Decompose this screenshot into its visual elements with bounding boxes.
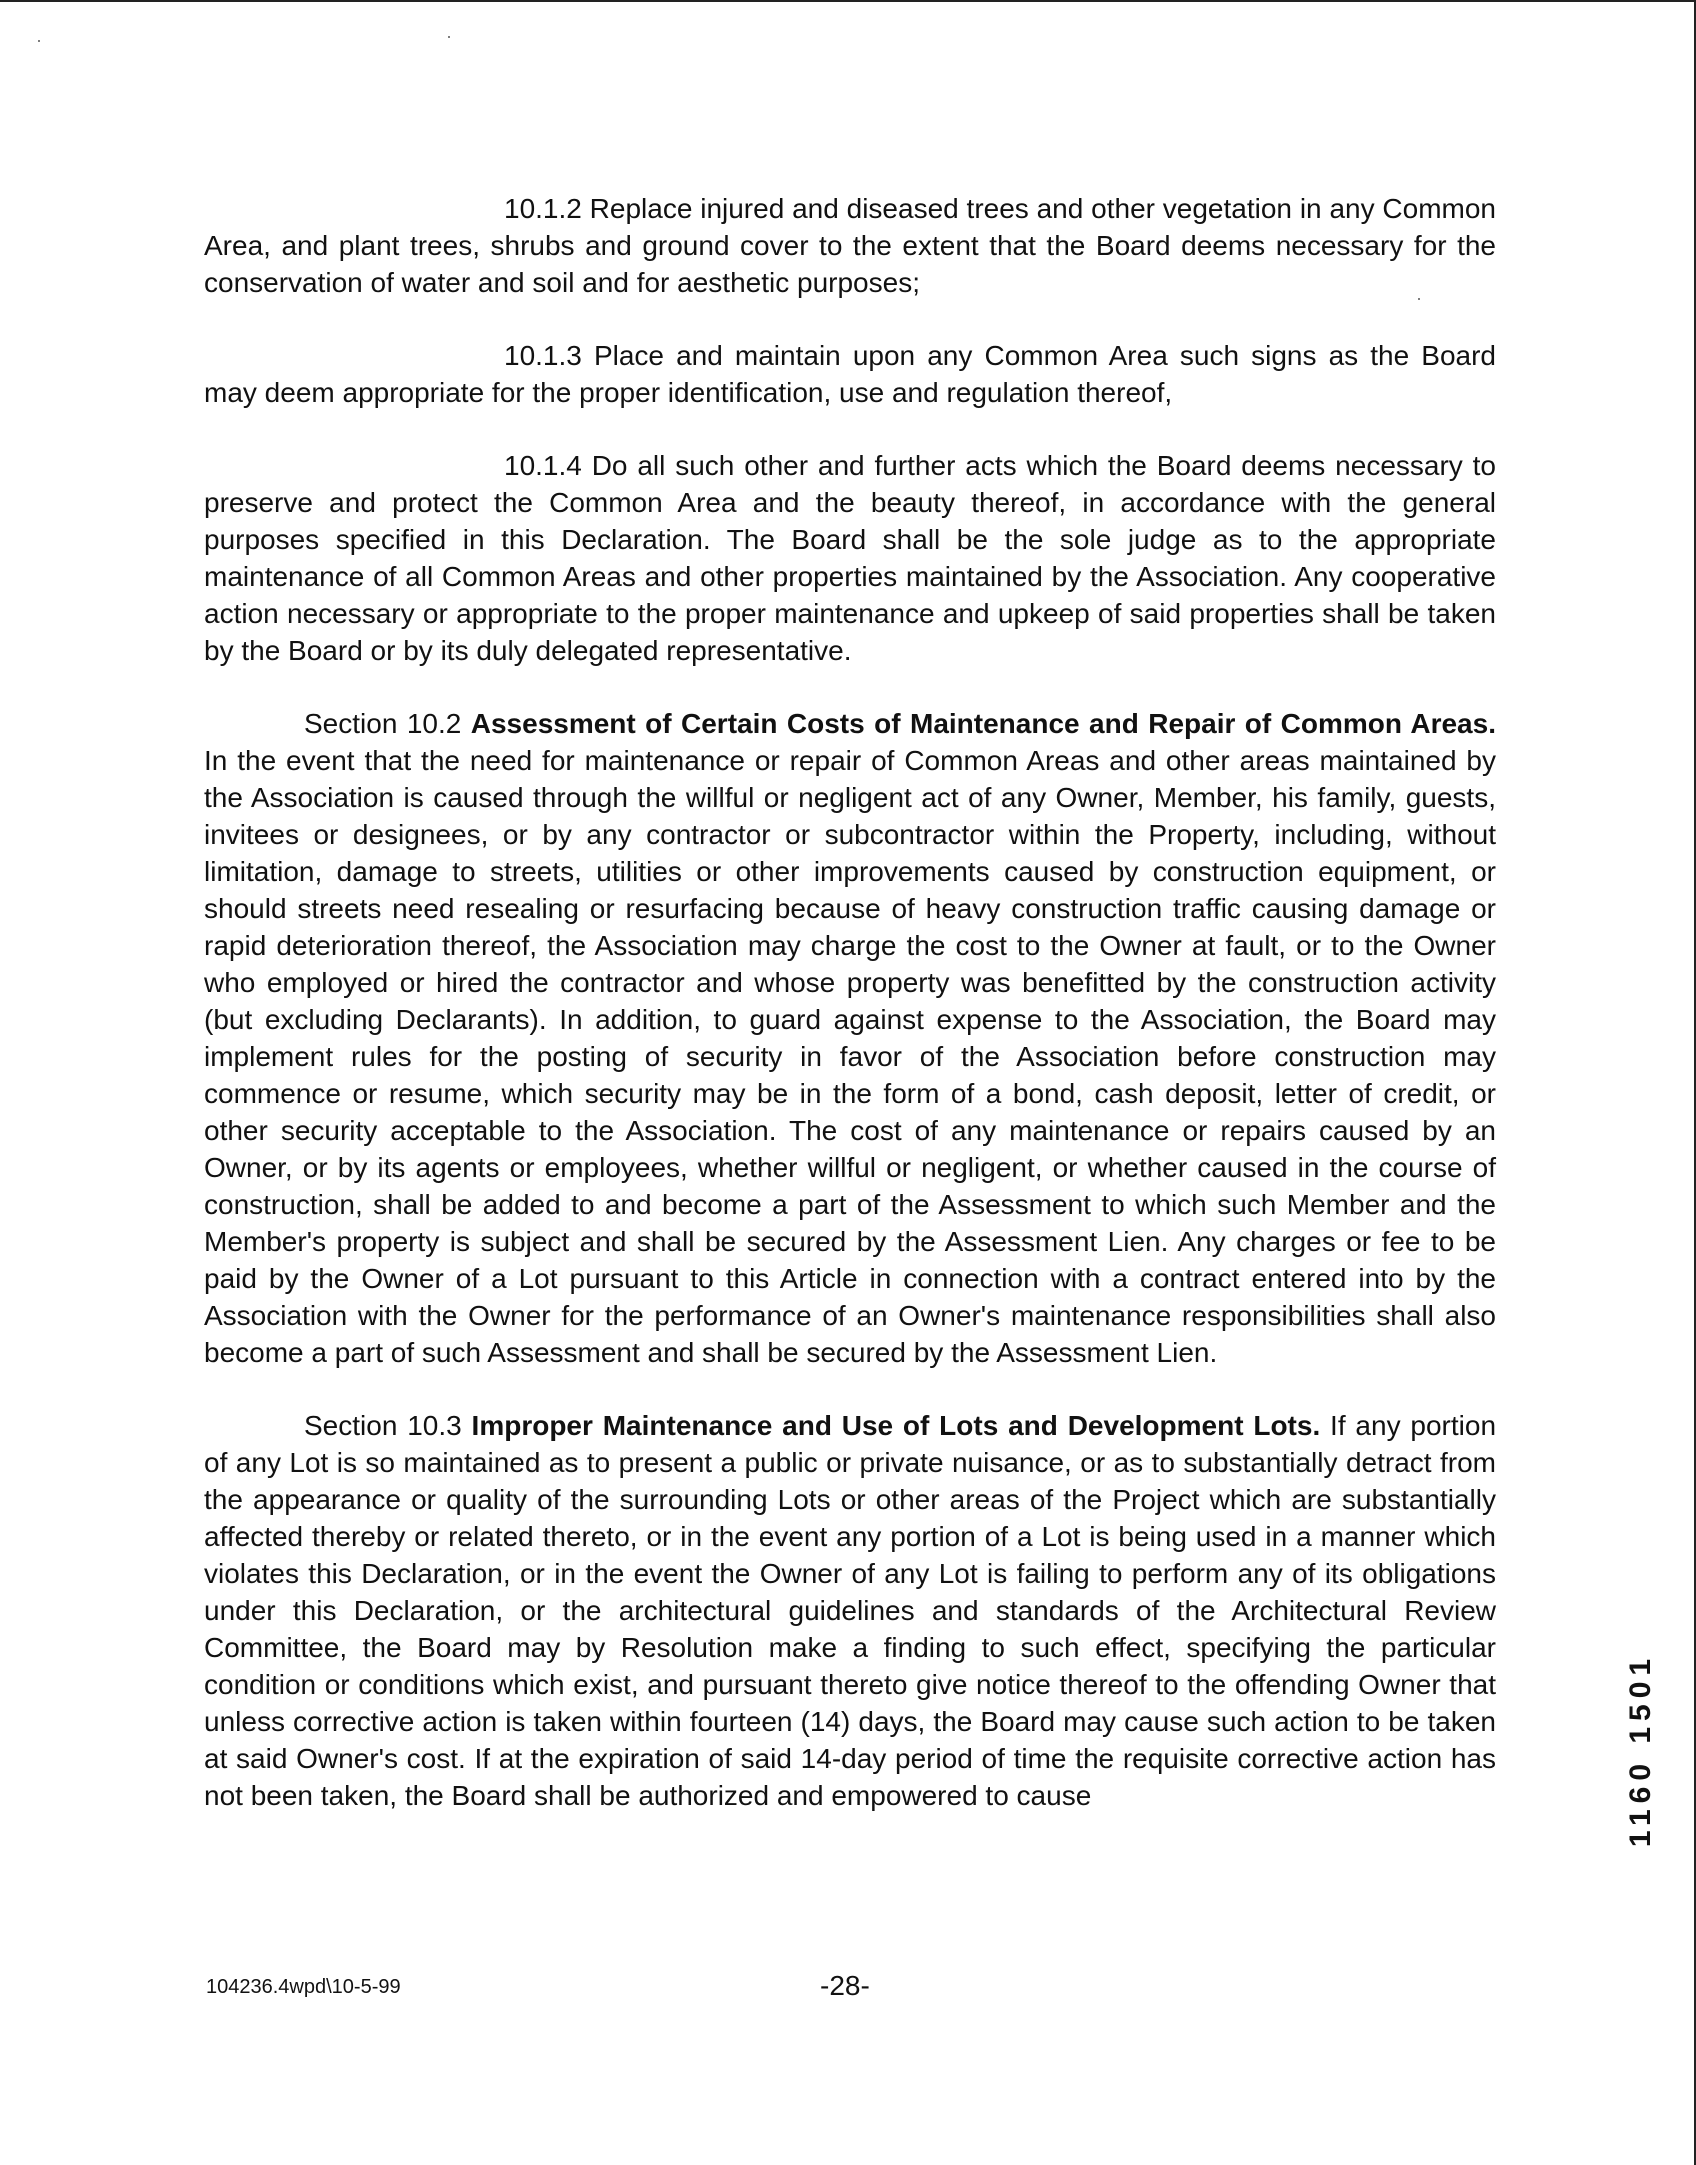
paragraph-section-10-3 [204,1407,1496,1814]
side-stamp-number [1620,1580,1680,1920]
section-label: Section 10.2 [304,708,471,739]
scan-speck [448,36,450,38]
paragraph-section-10-2 [204,705,1496,1371]
section-heading: Improper Maintenance and Use of Lots and Development Lots. [471,1410,1321,1441]
paragraph-10-1-2: 10.1.2 Replace injured and diseased trees and other vegetation in any Common Area, and plant trees, shrubs and ground cover to the extent that the Board deems necessary for the conservation of water and soil and for aesthetic purposes; [204,193,1496,298]
document-body [204,190,1496,1850]
footer-document-id: 104236.4wpd\10-5-99 [206,1976,401,1998]
scan-speck [38,40,40,42]
footer-page-number: -28- [820,1970,870,2001]
paragraph-10-1-4: 10.1.4 Do all such other and further acts which the Board deems necessary to preserve and protect the Common Area and the beauty thereof, in accordance with the general purposes specified in this Declaration. The Board shall be the sole judge as to the appropriate maintenance of all Common Areas and other properties maintained by the Association. Any cooperative action necessary or appropriate to the proper maintenance and upkeep of said properties shall be taken by the Board or by its duly delegated representative. [204,450,1496,666]
section-label: Section 10.3 [304,1410,472,1441]
section-heading: Assessment of Certain Costs of Maintenance and Repair of Common Areas. [470,708,1496,739]
section-body: If any portion of any Lot is so maintained as to present a public or private nuisance, or as to substantially detract from the appearance or quality of the surrounding Lots or other areas of the Project which are substantially affected thereby or related thereto, or in the event any portion of a Lot is being used in a manner which violates this Declaration, or in the event the Owner of any Lot is failing to perform any of its obligations under this Declaration, or the architectural guidelines and standards of the Architectural Review Committee, the Board may by Resolution make a finding to such effect, specifying the particular condition or conditions which exist, and pursuant thereto give notice thereof to the offending Owner that unless corrective action is taken within fourteen (14) days, the Board may cause such action to be taken at said Owner's cost. If at the expiration of said 14-day period of time the requisite corrective action has not been taken, the Board shall be authorized and empowered to cause [204,1410,1497,1811]
page-border-top [0,0,1696,2]
section-body: In the event that the need for maintenance or repair of Common Areas and other areas maintained by the Association is caused through the willful or negligent act of any Owner, Member, his family, guests, invitees or designees, or by any contractor or subcontractor within the Property, including, without limitation, damage to streets, utilities or other improvements caused by construction equipment, or should streets need resealing or resurfacing because of heavy construction traffic causing damage or rapid deterioration thereof, the Association may charge the cost to the Owner at fault, or to the Owner who employed or hired the contractor and whose property was benefitted by the construction activity (but excluding Declarants). In addition, to guard against expense to the Association, the Board may implement rules for the posting of security in favor of the Association before construction may commence or resume, which security may be in the form of a bond, cash deposit, letter of credit, or other security acceptable to the Association. The cost of any maintenance or repairs caused by an Owner, or by its agents or employees, whether willful or negligent, or whether caused in the course of construction, shall be added to and become a part of the Assessment to which such Member and the Member's property is subject and shall be secured by the Assessment Lien. Any charges or fee to be paid by the Owner of a Lot pursuant to this Article in connection with a contract entered into by the Association with the Owner for the performance of an Owner's maintenance responsibilities shall also become a part of such Assessment and shall be secured by the Assessment Lien. [204,745,1496,1368]
paragraph-10-1-3: 10.1.3 Place and maintain upon any Common Area such signs as the Board may deem appropriate for the proper identification, use and regulation thereof, [204,340,1496,408]
side-stamp-text: 1160 1501 [1624,1652,1657,1848]
